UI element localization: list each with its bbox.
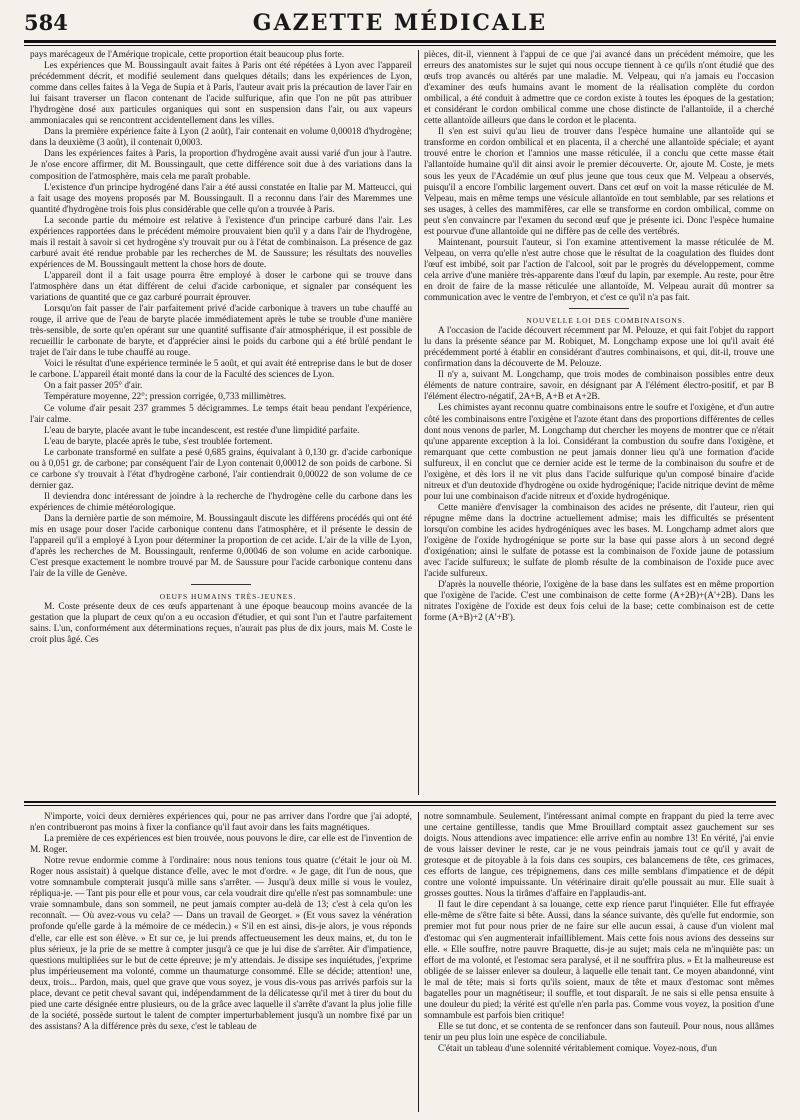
paragraph: Il n'y a, suivant M. Longchamp, que trois modes de combinaison possibles entre deux éléments de nature contraire, savoir, en désignant par A l'élément électro-positif, et par B l'élément électro-négatif, 2A+B, A+B et A+2B. (424, 370, 774, 403)
paragraph: C'était un tableau d'une solennité véritablement comique. Voyez-nous, d'un (438, 1043, 717, 1054)
section-heading-combinaisons: NOUVELLE LOI DES COMBINAISONS. (526, 316, 686, 326)
paragraph: Il faut le dire cependant à sa louange, cette exp rience parut l'inquiéter. Elle fut effrayée elle-même de s'être faite si bête. Aussi, dans la séance suivante, dès qu'elle fut endormie, son premier mot fut pour nous prier de ne faire sur elle aucun essai, à cause d'un violent mal d'estomac qui s'en augmenterait infailliblement. Mais cette fois nous avions des desseins sur elle. « Elle souffre, notre pauvre Braquette, dis-je au sujet; mais cela ne m'inquiète pas: un effort de ma volonté, et l'estomac sera paralysé, et il ne souffrira plus. » Et la malheureuse est obligée de se laisser enlever sa douleur, à laquelle elle tenait tant. Ce moyen abandonné, vint le mal de tête; mais si forts qu'ils soient, maux de tête et maux d'estomac sont mêmes bagatelles pour un magnétiseur; il souffle, et tout disparaît. Je ne sais si elle pensa ensuite à une douleur du pied; la vérité est qu'elle n'en parla pas. Comme vous voyez, la position d'une somnambule est parfois bien critique! (424, 900, 774, 1021)
paragraph: Dans la dernière partie de son mémoire, M. Boussingault discute les différens procédés qui ont été mis en usage pour doser l'acide carbonique contenu dans l'atmosphère, et il présente le dessin de l'appareil qu'il a employé à Lyon pour déterminer la proportion de cet acide. L'air de la ville de Lyon, d'après les recherches de M. Boussingault, renferme 0,00046 de son volume en acide carbonique. C'est presque exactement le nombre trouvé par M. de Saussure pour l'acide carbonique contenu dans l'air de la ville de Genève. (30, 513, 412, 580)
masthead-rule (24, 40, 776, 43)
paragraph: Dans la première expérience faite à Lyon (2 août), l'air contenait en volume 0,00018 d'hydrogène; dans la deuxième (3 août), il contenait 0,0003. (30, 127, 412, 149)
masthead (24, 8, 776, 42)
column-bottom-left (30, 812, 412, 1112)
paragraph: L'appareil dont il a fait usage pourra être employé à doser le carbone qui se trouve dans l'atmosphère dans un état différent de celui d'acide carbonique, et signaler par conséquent les variations de quantité que ce gaz carburé pourrait éprouver. (30, 270, 412, 304)
column-top-left (30, 50, 412, 795)
section-heading-oeufs: OEUFS HUMAINS TRÈS-JEUNES. (159, 592, 297, 602)
page-number: 584 (24, 10, 68, 35)
paragraph: Il s'en est suivi qu'au lieu de trouver dans l'espèce humaine une allantoïde qui se transforme en cordon ombilical et en placenta, il a cherché une allantoïde spéciale; et ayant trouvé entre le chorion et l'amnios une masse réticulée, il a conclu que cette masse était l'allantoïde humaine qu'il dit ainsi avoir le premier découverte. Or, ajoute M. Coste, je mets sous les yeux de l'Académie un œuf plus jeune que tous ceux que M. Velpeau a observés, puisqu'il a encore l'ombilic largement ouvert. Dans cet œuf on voit la masse réticulée de M. Velpeau, mais en même temps une vésicule allantoïde en tout semblable, par ses relations et ses usages, à celles des mammifères, car elle se transforme en cordon ombilical, comme on peut s'en convaincre par l'examen du second œuf que je présente ici. Donc l'espèce humaine est pourvue d'une allantoïde qui ne diffère pas de celle des vertébrés. (424, 127, 774, 237)
paragraph: Dans les expériences faites à Paris, la proportion d'hydrogène avait aussi varié d'un jour à l'autre. Je n'ose encore affirmer, dit M. Boussingault, que cette différence soit due à des variations dans la composition de l'atmosphère, mais cela me paraît probable. (30, 149, 412, 182)
column-divider (418, 50, 419, 795)
paragraph: Cette manière d'envisager la combinaison des acides ne présente, dit l'auteur, rien qui répugne même dans la doctrine actuellement admise; mais les difficultés se présentent lorsqu'on combine les acides hydrogéniques avec les bases. M. Longchamp admet alors que l'oxigène de l'oxide hydrogénique se porte sur la base qui passe alors à un second degré d'oxigénation; ainsi le sulfate de potasse est la combinaison de l'oxide jaune de potassium avec l'acide sulfureux; le sulfate de plomb résulte de la combinaison de l'oxide puce avec l'acide sulfureux. (424, 502, 774, 580)
paragraph: Les expériences que M. Boussingault avait faites à Paris ont été répétées à Lyon avec l'appareil précédemment décrit, et modifié seulement dans quelques détails; dans les expériences de Lyon, comme dans celles faites à la Vega de Supia et à Paris, l'auteur avait pris la précaution de laver l'air en lui faisant traverser un flacon contenant de l'acide sulfurique, afin que l'on ne pût pas attribuer l'hydrogène dosé aux particules organiques qui sont en suspension dans l'air, ou aux vapeurs ammoniacales qui se rencontrent accidentellement dans les villes. (30, 61, 412, 127)
paragraph: L'eau de baryte, placée après le tube, s'est troublée fortement. (44, 436, 273, 447)
paragraph: Elle se tut donc, et se contenta de se renfoncer dans son fauteuil. Pour nous, nous allâmes tenir un peu plus loin une espèce de conciliabule. (424, 1021, 774, 1043)
paragraph: L'existence d'un principe hydrogéné dans l'air a été aussi constatée en Italie par M. Matteucci, qui a fait usage des moyens proposés par M. Boussingault. Il a reconnu dans l'air des Maremmes une quantité d'hydrogène trois fois plus considérable que celle qu'on a trouvée à Paris. (30, 182, 412, 215)
paragraph: M. Coste présente deux de ces œufs appartenant à une époque beaucoup moins avancée de la gestation que la plupart de ceux qu'on a eu occasion d'étudier, et qui sont l'un et l'autre parfaitement sains. L'un, conformément aux déterminations reçues, n'aurait pas plus de dix jours, mais M. Coste le croit plus âgé. Ces (30, 602, 412, 646)
paragraph: On a fait passer 205° d'air. (44, 381, 143, 392)
paragraph: Voici le résultat d'une expérience terminée le 5 août, et qui avait été entreprise dans le but de doser le carbone. L'appareil était monté dans la cour de la Faculté des sciences de Lyon. (30, 359, 412, 381)
journal-title: GAZETTE MÉDICALE (252, 10, 548, 36)
feuilleton-rule (24, 801, 776, 803)
paragraph: La première de ces expériences est bien trouvée, nous pouvons le dire, car elle est de l'invention de M. Roger. (30, 834, 412, 856)
paragraph: notre somnambule. Seulement, l'intéressant animal compte en frappant du pied la terre avec une certaine gentillesse, tandis que Mme Brouillard comptait assez gauchement sur ses doigts. Nous attendions avec impatience: elle arrive enfin au nombre 13! En vérité, j'ai envie de vous laisser deviner le reste, car je ne vous peindrais jamais tout ce qu'il y avait de grotesque et de pitoyable à la fois dans ces soupirs, ces balancemens de tête, ces grimaces, ces efforts de langue, ces trépignemens, dans ces mille semblans d'impatience et de dépit contre une volonté impuissante. Un vétérinaire dirait qu'elle poussait au mur. Elle suait à grosses gouttes. Nous la tirâmes d'affaire en l'applaudis-ant. (424, 812, 774, 900)
paragraph: pays marécageux de l'Amérique tropicale, cette proportion était beaucoup plus forte. (30, 50, 345, 60)
paragraph: Le carbonate transformé en sulfate a pesé 0,685 grains, équivalant à 0,130 gr. d'acide carbonique ou à 0,051 gr. de carbone; par conséquent l'air de Lyon contenait 0,00012 de son poids de carbone. Si ce carbone s'y trouvait à l'état d'hydrogène carboné, l'air contiendrait 0,00022 de son volume de ce dernier gaz. (30, 447, 412, 491)
section-divider (569, 308, 629, 309)
paragraph: pièces, dit-il, viennent à l'appui de ce que j'ai avancé dans un précédent mémoire, que les erreurs des anatomistes sur le sujet qui nous occupe tiennent à ce qu'ils n'ont étudié que des œufs trop avancés ou altérés par une maladie. M. Velpeau, qui n'a jamais eu l'occasion d'examiner des œufs humains avant le moment de la réalisation complète du cordon ombilical, a été conduit à admettre que ce cordon existe à toutes les époques de la gestation; et considérant le cordon ombilical comme une chose distincte de l'allantoïde, il a cherché cette allantoïde ailleurs que dans le cordon et le placenta. (424, 50, 774, 127)
section-divider (191, 584, 251, 585)
paragraph: D'après la nouvelle théorie, l'oxigène de la base dans les sulfates est en même proportion que l'oxigène de l'acide. C'est une combinaison de cette forme (A+2B)+(A'+2B). Dans les nitrates l'oxigène de l'oxide est deux fois celui de la base; cette combinaison est de cette forme (A+B)+2 (A'+B'). (424, 580, 774, 624)
paragraph: L'eau de baryte, placée avant le tube incandescent, est restée d'une limpidité parfaite. (44, 425, 360, 436)
paragraph: A l'occasion de l'acide découvert récemment par M. Pelouze, et qui fait l'objet du rapport lu dans la présente séance par M. Robiquet, M. Longchamp expose une loi qu'il avait été précédemment porté à établir en considérant d'autres combinaisons, et qui, dit-il, trouve une confirmation dans la découverte de M. Pelouze. (424, 326, 774, 370)
paragraph: Lorsqu'on fait passer de l'air parfaitement privé d'acide carbonique à travers un tube chauffé au rouge, il arrive que de l'eau de baryte placée immédiatement après le tube se trouble d'une manière très-sensible, de sorte qu'en opérant sur une quantité suffisante d'air atmosphérique, il est possible de recueillir le carbonate de baryte, et d'apprécier ainsi le poids du carbone qui a été brûlé pendant le trajet de l'air dans le tube chauffé au rouge. (30, 304, 412, 359)
column-top-right (424, 50, 774, 795)
paragraph: Ce volume d'air pesait 237 grammes 5 décigrammes. Le temps était beau pendant l'expérience, l'air calme. (30, 403, 412, 425)
feuilleton-rule-thin (24, 805, 776, 806)
paragraph: La seconde partie du mémoire est relative à l'existence d'un principe carburé dans l'air. Les expériences rapportées dans le précédent mémoire prouvaient bien qu'il y a dans l'air de l'hydrogène, mais il restait à savoir si cet hydrogène s'y trouvait pur ou à l'état de combinaison. La présence de gaz carburé avait été rendue probable par les recherches de M. de Saussure; les résultats des nouvelles expériences de M. Boussingault mettent la chose hors de doute. (30, 215, 412, 270)
paragraph: Notre revue endormie comme à l'ordinaire: nous nous tenions tous quatre (c'était le jour où M. Roger nous assistait) à quelque distance d'elle, avec le mot d'ordre. « Je gage, dit l'un de nous, que votre somnambule compterait jusqu'à mille sans s'arrêter. — Jusqu'à deux mille si vous le voulez, répliqua-je. — Tant pis pour elle et pour vous, car cela voudrait dire qu'elle n'est pas somnambule: une vraie somnambule, dans son sommeil, ne peut jamais compter au-delà de 13; c'est à cela qu'on les reconnaît. — Où avez-vous vu cela? — Dans un travail de Georget. » (Et vous savez la vénération profonde qu'elle garde à la mémoire de ce médecin.) « S'il en est ainsi, dis-je alors, je vous réponds d'elle, car elle est son élève. » Et sur ce, je lui prends affectueusement les deux mains, et, du ton le plus sérieux, je la prie de se mettre à compter jusqu'à ce que je lui dise de s'arrêter. Air d'impatience, questions multipliées sur le but de cette épreuve; je m'y attendais. Je dissipe ses inquiétudes, j'exprime plus impérieusement ma volonté, comme un thaumaturge consommé. Elle se décide; attention! une, deux, trois... Pardon, mais, quel que grave que vous soyez, je vous dis-vous pas arrivés parfois sur la place, devant ce petit cheval savant qui, indépendamment de la délicatesse qu'il met à tirer du bout du pied une carte désignée entre plusieurs, ou de la grâce avec laquelle il s'arrête d'avant la plus jolie fille de la société, possède surtout le talent de compter imperturbablement jusqu'à un nombre fixé par un des assistans? A la différence près du sexe, c'est le tableau de (30, 856, 412, 1032)
masthead-rule-thin (24, 45, 776, 46)
paragraph: Les chimistes ayant reconnu quatre combinaisons entre le soufre et l'oxigène, et d'un autre côté les combinaisons entre l'oxigène et l'azote étant dans des proportions différentes de celles dont nous venons de parler, M. Longchamp dut chercher les moyens de montrer que ce n'était qu'une apparente exception à la loi. Considérant la combustion du soufre dans l'oxigène, et remarquant que cette combustion ne peut jamais donner lieu qu'à une formation d'acide sulfureux, il en conclut que ce dernier acide est le terme de la combinaison du soufre et de l'oxigène, et dès lors il ne vit plus dans l'acide sulfurique qu'un composé binaire d'acide nitreux et d'un deutoxide d'hydrogène ou oxide hydrogénique; l'acide nitrique devint de même pour lui une combinaison d'acide nitreux et d'oxide hydrogénique. (424, 403, 774, 502)
column-divider (418, 812, 419, 1112)
paragraph: Température moyenne, 22°; pression corrigée, 0,733 millimètres. (44, 392, 287, 403)
paragraph: N'importe, voici deux dernières expériences qui, pour ne pas arriver dans l'ordre que j'ai adopté, n'en contribueront pas moins à fixer la confiance qu'il faut avoir dans les faits magnétiques. (30, 812, 412, 834)
column-bottom-right (424, 812, 774, 1112)
paragraph: Il deviendra donc intéressant de joindre à la recherche de l'hydrogène celle du carbone dans les expériences de chimie météorologique. (30, 491, 412, 513)
paragraph: Maintenant, poursuit l'auteur, si l'on examine attentivement la masse réticulée de M. Velpeau, on verra qu'elle n'est autre chose que le résultat de la coagulation des fluides dont l'œuf est imbibé, soit par l'action de l'alcool, soit par le progrès du développement, comme cela arrive d'une manière très-apparente dans l'œuf du lapin, par exemple. Au reste, pour être en droit de faire de la masse réticulée une allantoïde, M. Velpeau aurait dû montrer sa communication avec le ventre de l'embryon, et c'est ce qu'il n'a pas fait. (424, 237, 774, 304)
